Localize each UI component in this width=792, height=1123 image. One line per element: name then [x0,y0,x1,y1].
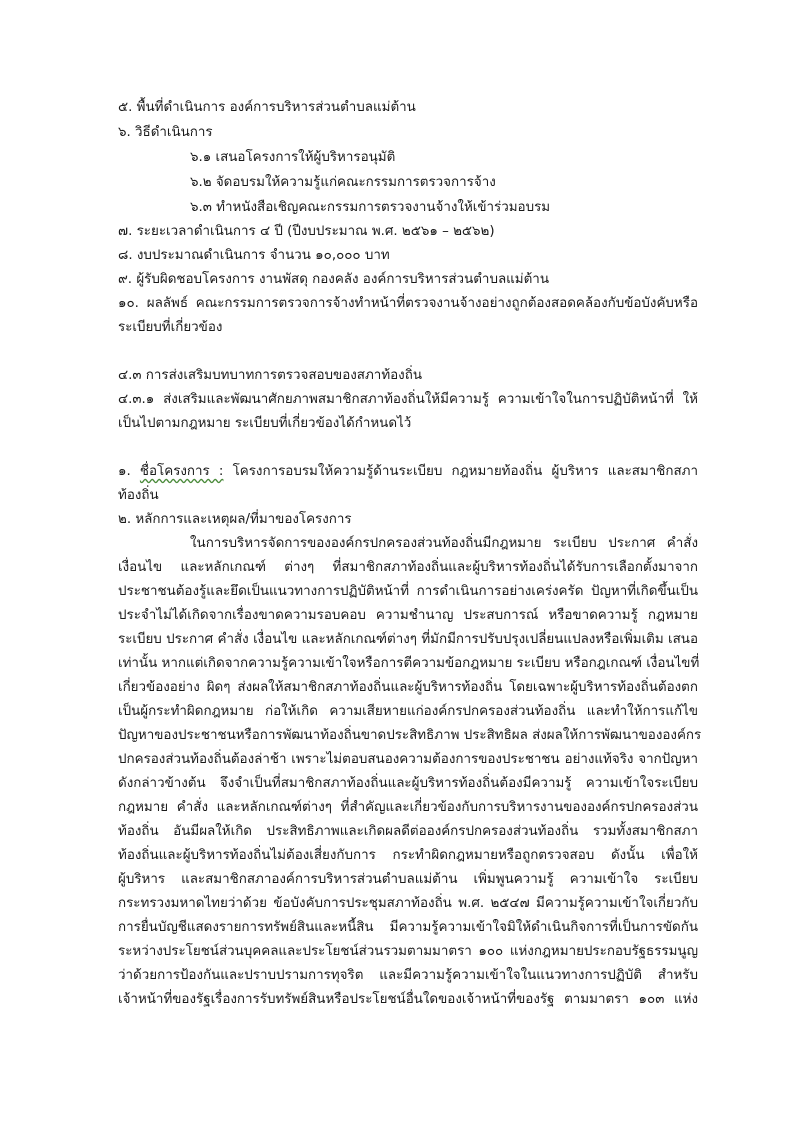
body-line: เกี่ยวข้องอย่าง ผิดๆ ส่งผลให้สมาชิกสภาท้องถิ่นและผู้บริหารท้องถิ่น โดยเฉพาะผู้บริหารท้องถิ่นต้องตก [118,680,698,695]
section-4-3-1-line-2: เป็นไปตามกฎหมาย ระเบียบที่เกี่ยวข้องได้กำหนดไว้ [118,416,412,431]
item-10-result-line-1: ๑๐. ผลลัพธ์ คณะกรรมการตรวจการจ้างทำหน้าที่ตรวจงานจ้างอย่างถูกต้องสอดคล้องกับข้อบังคับหรือ [118,296,698,311]
project-name-prefix: ๑. [118,464,140,479]
project-name-text: โครงการอบรมให้ความรู้ด้านระเบียบ กฎหมายท้องถิ่น ผู้บริหาร และสมาชิกสภา [223,464,698,479]
body-line: ท้องถิ่นและผู้บริหารท้องถิ่นไม่ต้องเสี่ยงกับการ กระทำผิดกฎหมายหรือถูกตรวจสอบ ดังนั้น เพื่อให้ [118,848,698,863]
item-7-duration: ๗. ระยะเวลาดำเนินการ ๔ ปี (ปีงบประมาณ พ.ศ. ๒๕๖๑ – ๒๕๖๒) [118,224,495,239]
body-line: ปัญหาของประชาชนหรือการพัฒนาท้องถิ่นขาดประสิทธิภาพ ประสิทธิผล ส่งผลให้การพัฒนาขององค์กร [118,728,702,743]
body-line: ท้องถิ่น อันมีผลให้เกิด ประสิทธิภาพและเกิดผลดีต่อองค์กรปกครองส่วนท้องถิ่น รวมทั้งสมาชิกสภา [118,824,698,839]
principle-heading: ๒. หลักการและเหตุผล/ที่มาของโครงการ [118,512,352,527]
body-line: ในการบริหารจัดการขององค์กรปกครองส่วนท้องถิ่นมีกฎหมาย ระเบียบ ประกาศ คำสั่ง [190,536,698,551]
item-6-1: ๖.๑ เสนอโครงการให้ผู้บริหารอนุมัติ [190,150,396,165]
item-5-area: ๕. พื้นที่ดำเนินการ องค์การบริหารส่วนตำบลแม่ต้าน [118,100,416,115]
body-line: กระทรวงมหาดไทยว่าด้วย ข้อบังคับการประชุมสภาท้องถิ่น พ.ศ. ๒๕๔๗ มีความรู้ความเข้าใจเกี่ยวกับ [118,896,698,911]
body-line: เป็นผู้กระทำผิดกฎหมาย ก่อให้เกิด ความเสียหายแก่องค์กรปกครองส่วนท้องถิ่น และทำให้การแก้ไข [118,704,698,719]
item-9-responsible: ๙. ผู้รับผิดชอบโครงการ งานพัสดุ กองคลัง องค์การบริหารส่วนตำบลแม่ต้าน [118,272,549,287]
project-name-line-1 [118,460,698,484]
body-line: ระหว่างประโยชน์ส่วนบุคคลและประโยชน์ส่วนรวมตามมาตรา ๑๐๐ แห่งกฎหมายประกอบรัฐธรรมนูญ [118,944,698,959]
body-line: เจ้าหน้าที่ของรัฐเรื่องการรับทรัพย์สินหรือประโยชน์อื่นใดของเจ้าหน้าที่ของรัฐ ตามมาตรา ๑๐๓ แห่ง [118,992,698,1007]
item-6-method: ๖. วิธีดำเนินการ [118,125,213,140]
body-line: ประจำไม่ได้เกิดจากเรื่องขาดความรอบคอบ ความชำนาญ ประสบการณ์ หรือขาดความรู้ กฎหมาย [118,608,698,623]
body-line: ว่าด้วยการป้องกันและปราบปรามการทุจริต และมีความรู้ความเข้าใจในแนวทางการปฏิบัติ สำหรับ [118,968,698,983]
project-name-label: ชื่อโครงการ : [139,464,224,479]
body-line: ผู้บริหาร และสมาชิกสภาองค์การบริหารส่วนตำบลแม่ต้าน เพิ่มพูนความรู้ ความเข้าใจ ระเบียบ [118,872,698,887]
body-line: ประชาชนต้องรู้และยึดเป็นแนวทางการปฏิบัติหน้าที่ การดำเนินการอย่างเคร่งครัด ปัญหาที่เกิดขึ้นเป็น [118,584,698,599]
item-6-3: ๖.๓ ทำหนังสือเชิญคณะกรรมการตรวจงานจ้างให้เข้าร่วมอบรม [190,200,551,215]
item-8-budget: ๘. งบประมาณดำเนินการ จำนวน ๑๐,๐๐๐ บาท [118,248,390,263]
body-line: ปกครองส่วนท้องถิ่นต้องล่าช้า เพราะไม่ตอบสนองความต้องการของประชาชน อย่างแท้จริง จากปัญหา [118,752,698,767]
body-line: เท่านั้น หากแต่เกิดจากความรู้ความเข้าใจหรือการตีความข้อกฎหมาย ระเบียบ หรือกฎเกณฑ์ เงื่อนไขที่ [118,656,700,671]
section-4-3-heading: ๔.๓ การส่งเสริมบทบาทการตรวจสอบของสภาท้องถิ่น [118,368,422,383]
body-line: กฎหมาย คำสั่ง และหลักเกณฑ์ต่างๆ ที่สำคัญและเกี่ยวข้องกับการบริหารงานขององค์กรปกครองส่วน [118,800,698,815]
body-line: ระเบียบ ประกาศ คำสั่ง เงื่อนไข และหลักเกณฑ์ต่างๆ ที่มักมีการปรับปรุงเปลี่ยนแปลงหรือเพิ่มเติม เสนอ [118,632,698,647]
body-line: ดังกล่าวข้างต้น จึงจำเป็นที่สมาชิกสภาท้องถิ่นและผู้บริหารท้องถิ่นต้องมีความรู้ ความเข้าใจระเบียบ [118,776,698,791]
item-10-result-line-2: ระเบียบที่เกี่ยวข้อง [118,320,223,335]
project-name-line-2: ท้องถิ่น [118,488,159,503]
body-line: เงื่อนไข และหลักเกณฑ์ ต่างๆ ที่สมาชิกสภาท้องถิ่นและผู้บริหารท้องถิ่นได้รับการเลือกตั้งมาจาก [118,560,698,575]
item-6-2: ๖.๒ จัดอบรมให้ความรู้แก่คณะกรรมการตรวจการจ้าง [190,175,496,190]
body-line: การยื่นบัญชีแสดงรายการทรัพย์สินและหนี้สิน มีความรู้ความเข้าใจมิให้ดำเนินกิจการที่เป็นการขัดกัน [118,920,698,935]
section-4-3-1-line-1: ๔.๓.๑ ส่งเสริมและพัฒนาศักยภาพสมาชิกสภาท้องถิ่นให้มีความรู้ ความเข้าใจในการปฏิบัติหน้าที่ ให้ [118,392,698,407]
